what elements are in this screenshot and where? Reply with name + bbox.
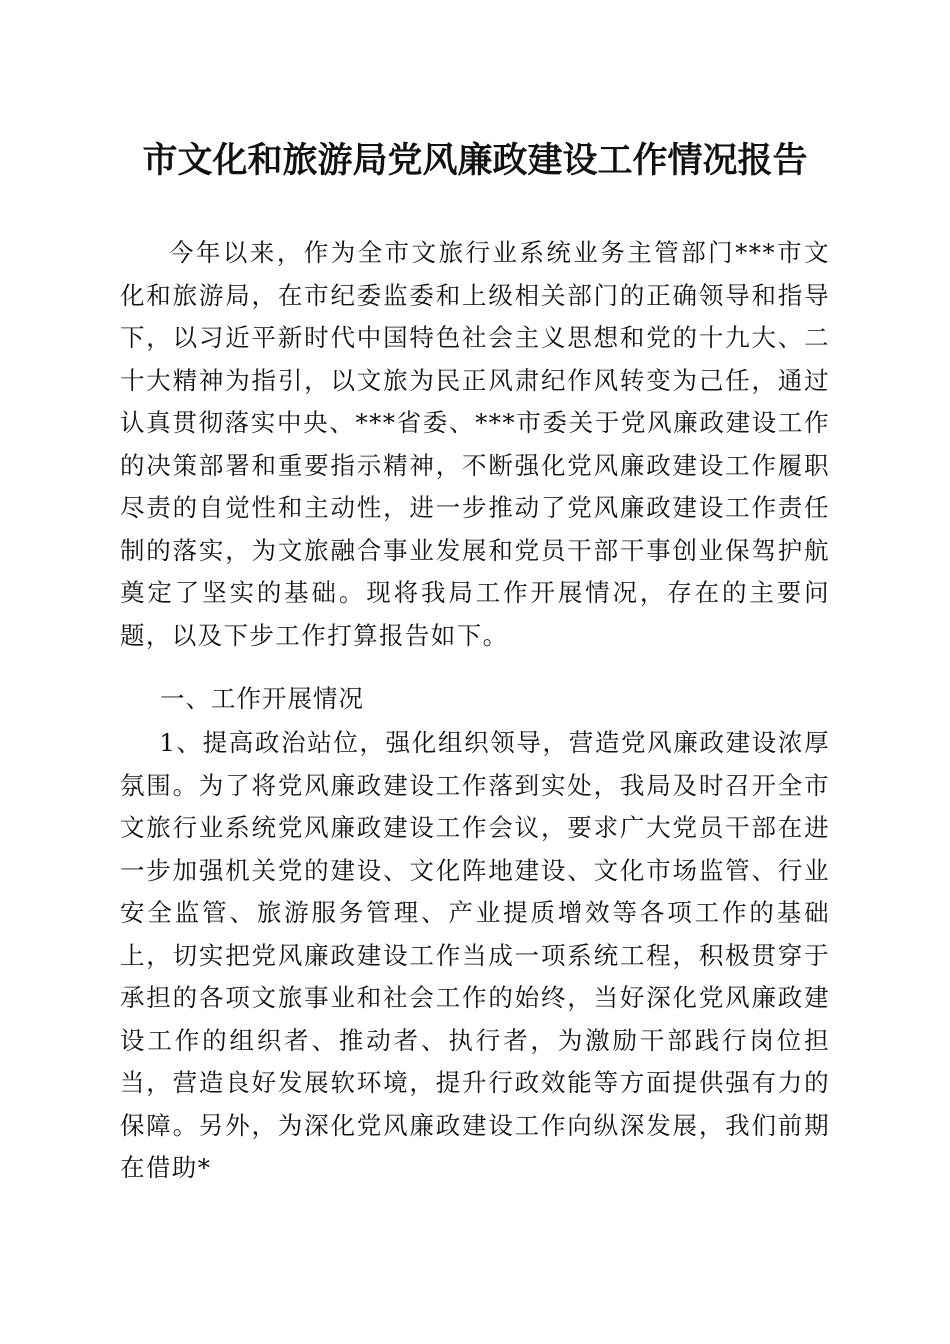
body-paragraph: 1、提高政治站位，强化组织领导，营造党风廉政建设浓厚氛围。为了将党风廉政建设工作落到实处，我局及时召开全市文旅行业系统党风廉政建设工作会议，要求广大党员干部在进一步加强机关党的建设、文化阵地建设、文化市场监管、行业安全监管、旅游服务管理、产业提质增效等各项工作的基础上，切实把党风廉政建设工作当成一项系统工程，积极贯穿于承担的各项文旅事业和社会工作的始终，当好深化党风廉政建设工作的组织者、推动者、执行者，为激励干部践行岗位担当，营造良好发展软环境，提升行政效能等方面提供强有力的保障。另外，为深化党风廉政建设工作向纵深发展，我们前期在借助* (120, 728, 830, 1182)
section-heading: 一、工作开展情况 (160, 684, 364, 713)
intro-paragraph: 今年以来，作为全市文旅行业系统业务主管部门***市文化和旅游局，在市纪委监委和上级相关部门的正确领导和指导下，以习近平新时代中国特色社会主义思想和党的十九大、二十大精神为指引，以文旅为民正风肃纪作风转变为己任，通过认真贯彻落实中央、***省委、***市委关于党风廉政建设工作的决策部署和重要指示精神，不断强化党风廉政建设工作履职尽责的自觉性和主动性，进一步推动了党风廉政建设工作责任制的落实，为文旅融合事业发展和党员干部干事创业保驾护航奠定了坚实的基础。现将我局工作开展情况，存在的主要问题，以及下步工作打算报告如下。 (120, 238, 830, 650)
document-title: 市文化和旅游局党风廉政建设工作情况报告 (142, 140, 808, 181)
